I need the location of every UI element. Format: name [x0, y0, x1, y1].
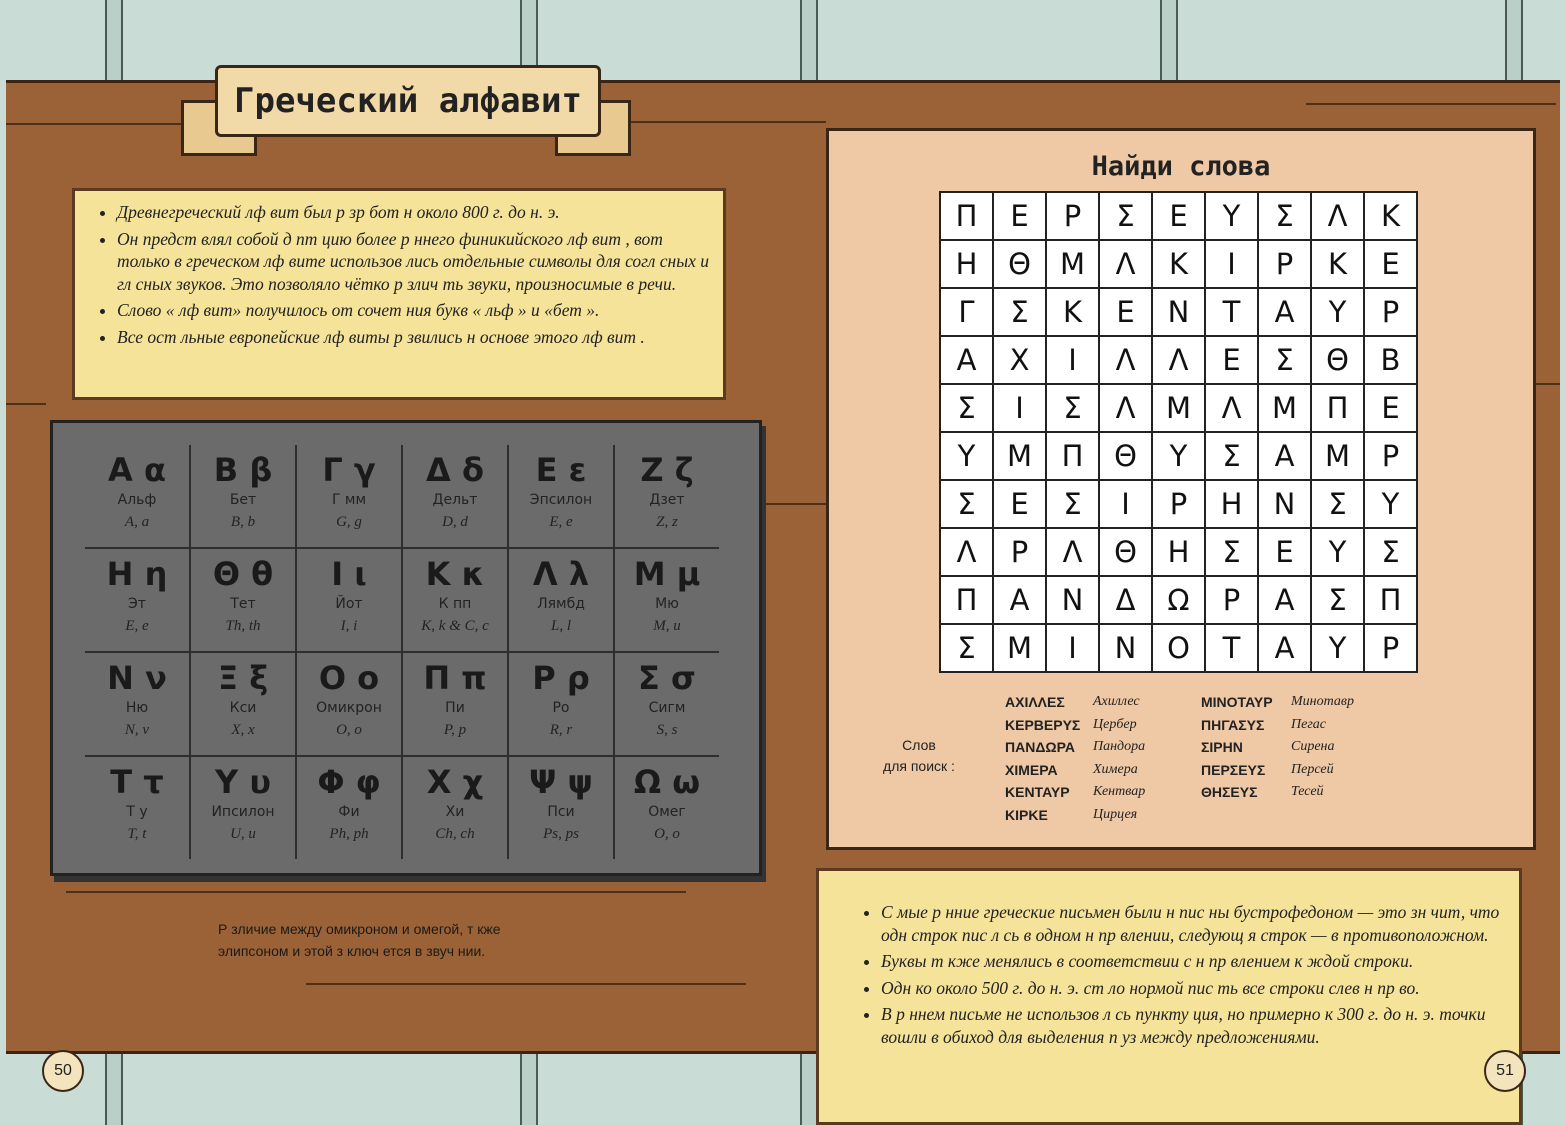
letter-translit: D, d: [442, 514, 468, 530]
grid-cell[interactable]: Λ: [1046, 528, 1099, 576]
intro-bullet: • Слово « лф вит» получилось от сочет ния букв « льф » и «бет ».: [117, 299, 711, 322]
grid-cell[interactable]: Ε: [1099, 288, 1152, 336]
grid-cell[interactable]: Ι: [1205, 240, 1258, 288]
letter-translit: S, s: [656, 722, 678, 738]
word-greek: ΜΙΝΟΤΑΥΡ: [1201, 694, 1273, 710]
word-greek: ΠΗΓΑΣΥΣ: [1201, 716, 1265, 733]
word-russian: Пегас: [1291, 716, 1326, 732]
grid-row: [940, 624, 1417, 672]
word-russian: Химера: [1093, 761, 1138, 777]
grid-cell[interactable]: Θ: [993, 240, 1046, 288]
grid-cell[interactable]: Λ: [1099, 336, 1152, 384]
grid-cell[interactable]: Ρ: [993, 528, 1046, 576]
letter-name: Дзет: [649, 492, 685, 508]
grid-cell[interactable]: Ρ: [1364, 432, 1417, 480]
grid-cell[interactable]: Α: [1258, 432, 1311, 480]
greek-letter: Υ υ: [215, 763, 271, 801]
letter-translit: G, g: [336, 514, 362, 530]
greek-letter: Ζ ζ: [640, 451, 694, 489]
word-russian: Тесей: [1291, 784, 1324, 799]
grid-cell[interactable]: Υ: [1311, 624, 1364, 672]
alphabet-row: [85, 756, 719, 859]
letter-name: Йот: [335, 596, 363, 612]
word-greek: ΘΗΣΕΥΣ: [1201, 784, 1258, 800]
grid-cell[interactable]: Η: [1152, 528, 1205, 576]
intro-list: [91, 201, 711, 348]
grid-cell[interactable]: Σ: [1099, 192, 1152, 240]
greek-letter: Π π: [423, 659, 487, 697]
letter-translit: K, k & C, c: [421, 618, 489, 634]
alphabet-cell: [190, 756, 296, 859]
alphabet-cell: [296, 548, 402, 652]
letter-translit: M, u: [653, 618, 681, 634]
omicron-omega-note: [218, 918, 638, 962]
word-russian: Пандора: [1093, 739, 1146, 754]
grid-cell[interactable]: Σ: [940, 384, 993, 432]
letter-translit: U, u: [230, 826, 256, 842]
letter-name: Г мм: [331, 492, 367, 508]
grid-row: [940, 432, 1417, 480]
intro-bullet: • Все ост льные европейские лф виты р звились н основе этого лф вит .: [117, 326, 711, 349]
alphabet-cell: [296, 756, 402, 859]
grid-cell[interactable]: Υ: [1205, 192, 1258, 240]
letter-name: Тет: [230, 596, 256, 612]
grid-cell[interactable]: Π: [1046, 432, 1099, 480]
greek-letter: Ο ο: [318, 659, 380, 697]
greek-letter: Ν ν: [107, 659, 167, 697]
alphabet-cell: [296, 445, 402, 548]
greek-letter: Ε ε: [535, 451, 587, 489]
grid-cell[interactable]: Ν: [1046, 576, 1099, 624]
grid-cell[interactable]: Π: [940, 576, 993, 624]
page-number-right: 51: [1484, 1050, 1526, 1092]
grid-cell[interactable]: Λ: [1099, 384, 1152, 432]
greek-letter: Χ χ: [426, 763, 484, 801]
greek-letter: Ι ι: [331, 555, 367, 593]
greek-letter: Φ φ: [317, 763, 381, 801]
grid-cell[interactable]: Χ: [993, 336, 1046, 384]
letter-name: Мю: [655, 596, 679, 612]
grid-cell[interactable]: Σ: [1205, 528, 1258, 576]
word-russian: Минотавр: [1291, 694, 1354, 709]
letter-name: Омег: [648, 804, 686, 820]
letter-name: Альф: [117, 492, 157, 508]
letter-name: Эт: [128, 596, 146, 612]
grid-cell[interactable]: Σ: [940, 480, 993, 528]
grid-cell[interactable]: Θ: [1099, 528, 1152, 576]
grid-row: [940, 528, 1417, 576]
word-greek: ΚΕΡΒΕΡΥΣ: [1005, 716, 1081, 733]
grid-cell[interactable]: Σ: [993, 288, 1046, 336]
grid-cell[interactable]: Ε: [1205, 336, 1258, 384]
word-russian: Персей: [1291, 761, 1334, 777]
letter-translit: T, t: [127, 826, 147, 842]
grid-cell[interactable]: Κ: [1364, 192, 1417, 240]
alphabet-row: [85, 652, 719, 756]
word-russian: Ахиллес: [1093, 694, 1140, 709]
grid-cell[interactable]: Ι: [993, 384, 1046, 432]
letter-translit: Z, z: [656, 514, 678, 530]
letter-translit: X, x: [231, 722, 255, 738]
grid-cell[interactable]: Α: [940, 336, 993, 384]
word-greek: ΧΙΜΕΡΑ: [1005, 761, 1058, 778]
alphabet-cell: [402, 548, 508, 652]
fact-bullet: • В р ннем письме не использов л сь пункту ция, но примерно к 300 г. до н. э. точки вошли в обиход для выделения п уз между предложениями.: [881, 1003, 1503, 1048]
grid-cell[interactable]: Υ: [940, 432, 993, 480]
letter-translit: Th, th: [225, 618, 261, 634]
alphabet-row: [85, 445, 719, 548]
grid-cell[interactable]: Π: [1364, 576, 1417, 624]
grid-cell[interactable]: Ε: [993, 480, 1046, 528]
grid-cell[interactable]: Κ: [1046, 288, 1099, 336]
word-greek: ΑΧΙΛΛΕΣ: [1005, 694, 1065, 710]
grid-cell[interactable]: Ι: [1046, 336, 1099, 384]
grid-cell[interactable]: Γ: [940, 288, 993, 336]
letter-name: Бет: [229, 492, 257, 508]
banner-ribbon: [215, 65, 601, 137]
grid-cell[interactable]: Η: [1205, 480, 1258, 528]
word-greek: ΚΙΡΚΕ: [1005, 806, 1048, 823]
greek-letter: Α α: [108, 451, 166, 489]
grid-cell[interactable]: Μ: [1311, 432, 1364, 480]
grid-cell[interactable]: Μ: [1152, 384, 1205, 432]
grid-cell[interactable]: Τ: [1205, 624, 1258, 672]
alphabet-cell: [85, 548, 190, 652]
grid-cell[interactable]: Μ: [1046, 240, 1099, 288]
word-greek: ΚΕΝΤΑΥΡ: [1005, 784, 1070, 800]
letter-name: Ню: [125, 700, 149, 716]
letter-translit: B, b: [230, 514, 256, 530]
letter-name: К пп: [438, 596, 472, 612]
greek-letter: Ω ω: [633, 763, 701, 801]
grid-cell[interactable]: Λ: [1099, 240, 1152, 288]
alphabet-cell: [190, 445, 296, 548]
title-banner: [185, 55, 625, 155]
grid-cell[interactable]: Σ: [1364, 528, 1417, 576]
greek-letter: Ξ ξ: [217, 659, 269, 697]
grid-cell[interactable]: Λ: [1311, 192, 1364, 240]
grid-cell[interactable]: Μ: [1258, 384, 1311, 432]
words-col1-russian: [1093, 691, 1193, 826]
grid-cell[interactable]: Κ: [1311, 240, 1364, 288]
letter-name: Хи: [445, 804, 465, 820]
wood-grain: [66, 891, 686, 893]
grid-cell[interactable]: Λ: [940, 528, 993, 576]
letter-name: Ипсилон: [211, 804, 275, 820]
grid-cell[interactable]: Α: [1258, 576, 1311, 624]
grid-cell[interactable]: Ο: [1152, 624, 1205, 672]
grid-cell[interactable]: Ε: [1364, 384, 1417, 432]
alphabet-cell: [508, 756, 614, 859]
alphabet-cell: [508, 548, 614, 652]
alphabet-cell: [614, 548, 719, 652]
words-col2-greek: [1201, 691, 1291, 804]
letter-name: Кси: [229, 700, 257, 716]
note-line: элипсоном и этой з ключ ется в звуч нии.: [218, 943, 486, 959]
wood-grain: [1306, 103, 1556, 105]
grid-cell[interactable]: Λ: [1152, 336, 1205, 384]
word-greek: ΠΕΡΣΕΥΣ: [1201, 761, 1266, 778]
grid-cell[interactable]: Ε: [1364, 240, 1417, 288]
grid-cell[interactable]: Λ: [1205, 384, 1258, 432]
words-label-line: для поиск :: [883, 758, 955, 774]
greek-letter: Δ δ: [426, 451, 484, 489]
grid-cell[interactable]: Ε: [1152, 192, 1205, 240]
letter-translit: A, a: [124, 514, 150, 530]
greek-letter: Σ σ: [638, 659, 696, 697]
alphabet-cell: [614, 756, 719, 859]
alphabet-cell: [508, 445, 614, 548]
word-greek: ΠΑΝΔΩΡΑ: [1005, 739, 1076, 755]
letter-translit: N, v: [124, 722, 150, 738]
grid-cell[interactable]: Μ: [993, 624, 1046, 672]
grid-row: [940, 288, 1417, 336]
words-label-line: Слов: [902, 737, 936, 753]
grid-row: [940, 576, 1417, 624]
alphabet-cell: [85, 652, 190, 756]
letter-translit: Ch, ch: [435, 826, 475, 842]
alphabet-cell: [614, 445, 719, 548]
wood-grain: [306, 983, 746, 985]
alphabet-cell: [296, 652, 402, 756]
fact-bullet: • Одн ко около 500 г. до н. э. ст ло нормой пис ть все строки слев н пр во.: [881, 977, 1503, 1000]
letter-name: Дельт: [432, 492, 478, 508]
word-russian: Цербер: [1093, 716, 1137, 732]
alphabet-cell: [190, 548, 296, 652]
letter-translit: I, i: [340, 618, 358, 634]
alphabet-cell: [508, 652, 614, 756]
grid-row: [940, 480, 1417, 528]
grid-cell[interactable]: Θ: [1311, 336, 1364, 384]
page-number-left: 50: [42, 1050, 84, 1092]
greek-letter: Μ μ: [633, 555, 701, 593]
greek-letter: Κ κ: [425, 555, 485, 593]
grid-cell[interactable]: Π: [1311, 384, 1364, 432]
alphabet-cell: [402, 756, 508, 859]
greek-letter: Ρ ρ: [532, 659, 590, 697]
grid-cell[interactable]: Κ: [1152, 240, 1205, 288]
intro-parchment: [72, 188, 726, 400]
letter-name: Фи: [338, 804, 360, 820]
alphabet-table: [85, 445, 719, 859]
wordsearch-panel: [826, 128, 1536, 850]
alphabet-slate: [50, 420, 762, 876]
grid-cell[interactable]: Δ: [1099, 576, 1152, 624]
grid-cell[interactable]: Η: [940, 240, 993, 288]
wood-grain: [626, 121, 826, 123]
greek-letter: Η η: [106, 555, 168, 593]
word-russian: Кентвар: [1093, 784, 1146, 799]
grid-cell[interactable]: Ν: [1099, 624, 1152, 672]
grid-cell[interactable]: Τ: [1205, 288, 1258, 336]
grid-cell[interactable]: Ω: [1152, 576, 1205, 624]
alphabet-cell: [85, 445, 190, 548]
grid-cell[interactable]: Υ: [1311, 288, 1364, 336]
letter-name: Сигм: [648, 700, 686, 716]
grid-cell[interactable]: Π: [940, 192, 993, 240]
greek-letter: Λ λ: [532, 555, 590, 593]
letter-name: Омикрон: [316, 700, 382, 716]
grid-cell[interactable]: Ι: [1099, 480, 1152, 528]
letter-translit: R, r: [549, 722, 573, 738]
grid-cell[interactable]: Β: [1364, 336, 1417, 384]
letter-translit: Ps, ps: [543, 826, 579, 842]
letter-name: Пи: [445, 700, 465, 716]
grid-row: [940, 192, 1417, 240]
wood-grain: [6, 403, 46, 405]
words-label: [859, 735, 979, 777]
wood-grain: [1536, 383, 1560, 385]
fact-bullet: • Буквы т кже менялись в соответствии с н пр влением к ждой строки.: [881, 950, 1503, 973]
alphabet-cell: [402, 445, 508, 548]
grid-cell[interactable]: Σ: [1046, 384, 1099, 432]
grid-cell[interactable]: Ι: [1046, 624, 1099, 672]
letter-name: Т у: [126, 804, 148, 820]
greek-letter: Γ γ: [322, 451, 376, 489]
wordsearch-title: Найди слова: [1091, 151, 1271, 182]
grid-cell[interactable]: Υ: [1152, 432, 1205, 480]
intro-bullet: • Древнегреческий лф вит был р зр бот н около 800 г. до н. э.: [117, 201, 711, 224]
page-title: Греческий алфавит: [234, 81, 582, 121]
grid-cell[interactable]: Ρ: [1364, 624, 1417, 672]
grid-cell[interactable]: Ε: [993, 192, 1046, 240]
greek-letter: Θ θ: [212, 555, 274, 593]
words-col1-greek: [1005, 691, 1093, 826]
letter-translit: P, p: [443, 722, 467, 738]
grid-cell[interactable]: Ρ: [1364, 288, 1417, 336]
grid-cell[interactable]: Θ: [1099, 432, 1152, 480]
grid-cell[interactable]: Α: [1258, 624, 1311, 672]
word-russian: Цирцея: [1093, 806, 1138, 822]
grid-cell[interactable]: Ρ: [1258, 240, 1311, 288]
grid-cell[interactable]: Σ: [1311, 576, 1364, 624]
grid-cell[interactable]: Υ: [1311, 528, 1364, 576]
grid-cell[interactable]: Ε: [1258, 528, 1311, 576]
letter-name: Ро: [552, 700, 570, 716]
facts-list: [855, 901, 1503, 1048]
letter-translit: O, o: [654, 826, 680, 842]
word-russian: Сирена: [1291, 739, 1335, 754]
wood-grain: [6, 123, 186, 125]
greek-letter: Β β: [213, 451, 273, 489]
grid-row: [940, 384, 1417, 432]
words-col2-russian: [1291, 691, 1391, 804]
alphabet-row: [85, 548, 719, 652]
grid-row: [940, 336, 1417, 384]
alphabet-cell: [402, 652, 508, 756]
grid-cell[interactable]: Σ: [1258, 336, 1311, 384]
letter-name: Пси: [547, 804, 575, 820]
grid-cell[interactable]: Α: [993, 576, 1046, 624]
facts-parchment: [816, 868, 1522, 1125]
letter-translit: L, l: [550, 618, 571, 634]
greek-letter: Τ τ: [110, 763, 164, 801]
grid-cell[interactable]: Ρ: [1205, 576, 1258, 624]
grid-cell[interactable]: Υ: [1364, 480, 1417, 528]
grid-cell[interactable]: Ρ: [1046, 192, 1099, 240]
grid-row: [940, 240, 1417, 288]
grid-cell[interactable]: Ν: [1258, 480, 1311, 528]
grid-cell[interactable]: Σ: [1205, 432, 1258, 480]
alphabet-cell: [190, 652, 296, 756]
grid-cell[interactable]: Σ: [1046, 480, 1099, 528]
grid-cell[interactable]: Ρ: [1152, 480, 1205, 528]
grid-cell[interactable]: Σ: [1258, 192, 1311, 240]
letter-translit: E, e: [125, 618, 149, 634]
letter-translit: Ph, ph: [329, 826, 369, 842]
grid-cell[interactable]: Μ: [993, 432, 1046, 480]
grid-cell[interactable]: Α: [1258, 288, 1311, 336]
letter-translit: E, e: [549, 514, 573, 530]
letter-name: Эпсилон: [529, 492, 593, 508]
wordsearch-grid: [939, 191, 1418, 673]
letter-name: Лямбд: [537, 596, 585, 612]
note-line: Р зличие между омикроном и омегой, т кже: [218, 921, 501, 937]
alphabet-cell: [85, 756, 190, 859]
letter-translit: O, o: [336, 722, 362, 738]
grid-cell[interactable]: Σ: [1311, 480, 1364, 528]
alphabet-cell: [614, 652, 719, 756]
greek-letter: Ψ ψ: [529, 763, 593, 801]
fact-bullet: • С мые р нние греческие письмен были н пис ны бустрофедоном — это зн чит, что одн строк пис л сь в одном н пр влении, следующ я строк — в противоположном.: [881, 901, 1503, 946]
word-greek: ΣΙΡΗΝ: [1201, 739, 1243, 755]
grid-cell[interactable]: Ν: [1152, 288, 1205, 336]
grid-cell[interactable]: Σ: [940, 624, 993, 672]
intro-bullet: • Он предст влял собой д пт цию более р ннего финикийского лф вит , вот только в греческом лф вите использов лись отдельные символы для согл сных и гл сных звуков. Это позволяло чётко р злич ть звуки, произносимые в речи.: [117, 228, 711, 296]
